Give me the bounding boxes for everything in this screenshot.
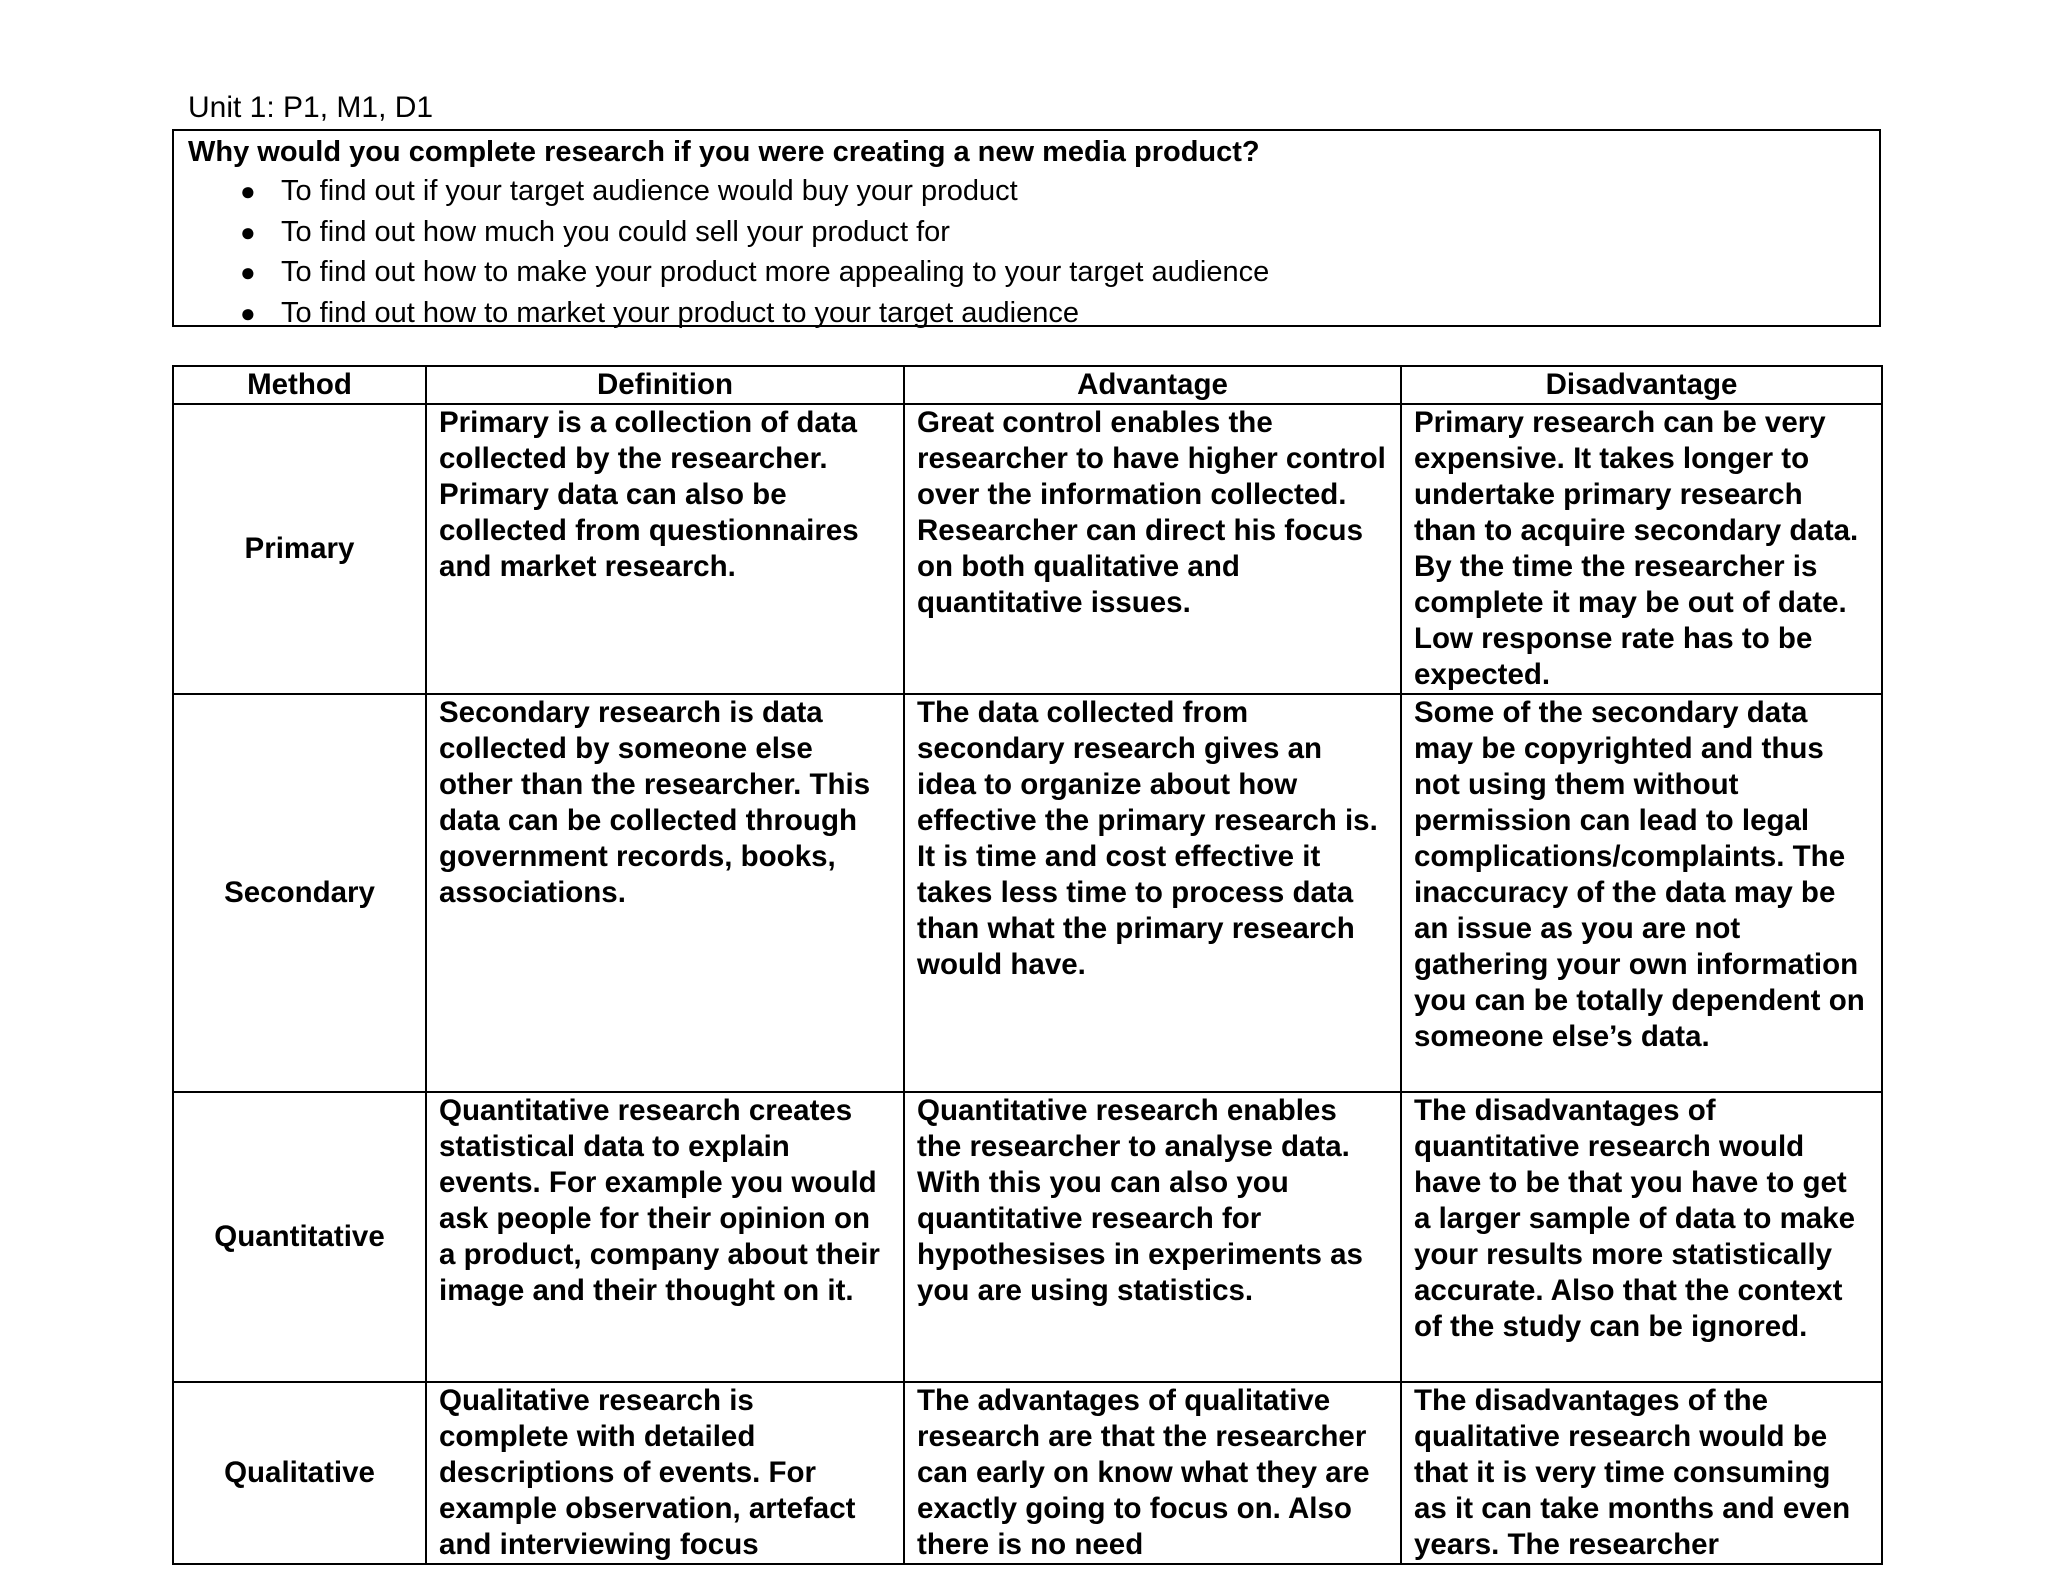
reason-text: To find out how much you could sell your product for bbox=[281, 215, 950, 248]
bullet-icon: ● bbox=[240, 216, 256, 247]
header-method: Method bbox=[173, 366, 426, 404]
advantage-cell bbox=[904, 1382, 1401, 1564]
bullet-icon: ● bbox=[240, 176, 256, 206]
reason-item bbox=[188, 252, 1879, 293]
header-definition: Definition bbox=[426, 366, 904, 404]
disadvantage-text: The disadvantages of the qualitative research would be that it is very time consuming as it can take months and even years. The researcher bbox=[1414, 1384, 1851, 1561]
table-header-row bbox=[173, 366, 1882, 404]
definition-cell: Quantitative research creates statistical data to explain events. For example you would ask people for their opinion on a product, company about their image and their thought on it. bbox=[426, 1092, 904, 1382]
advantage-cell: Great control enables the researcher to have higher control over the information collected. Researcher can direct his focus on both qualitative and quantitative issues. bbox=[904, 404, 1401, 694]
reason-item bbox=[188, 293, 1879, 334]
advantage-text: The advantages of qualitative research are that the researcher can early on know what they are exactly going to focus on. Also there is no need bbox=[917, 1384, 1370, 1561]
reason-item bbox=[188, 171, 1879, 212]
reason-text: To find out how to market your product to your target audience bbox=[281, 296, 1079, 329]
disadvantage-cell: The disadvantages of quantitative research would have to be that you have to get a larger sample of data to make your results more statistically accurate. Also that the context of the study can be ignored. bbox=[1401, 1092, 1882, 1382]
method-cell: Primary bbox=[173, 404, 426, 694]
definition-cell: Secondary research is data collected by someone else other than the researcher. This data can be collected through government records, books, associations. bbox=[426, 694, 904, 1092]
definition-cell: Primary is a collection of data collected by the researcher. Primary data can also be collected from questionnaires and market research. bbox=[426, 404, 904, 694]
table-row bbox=[173, 1092, 1882, 1382]
method-cell: Secondary bbox=[173, 694, 426, 1092]
table-row bbox=[173, 1382, 1882, 1564]
advantage-cell: Quantitative research enables the researcher to analyse data. With this you can also you quantitative research for hypothesises in experiments as you are using statistics. bbox=[904, 1092, 1401, 1382]
definition-cell bbox=[426, 1382, 904, 1564]
definition-text: Qualitative research is complete with detailed descriptions of events. For example observation, artefact and interviewing focus bbox=[439, 1384, 856, 1561]
reason-text: To find out how to make your product more appealing to your target audience bbox=[281, 256, 1270, 288]
advantage-cell: The data collected from secondary research gives an idea to organize about how effective the primary research is. It is time and cost effective it takes less time to process data than what the primary research would have. bbox=[904, 694, 1401, 1092]
disadvantage-cell: Primary research can be very expensive. It takes longer to undertake primary research than to acquire secondary data. By the time the researcher is complete it may be out of date. Low response rate has to be expected. bbox=[1401, 404, 1882, 694]
method-cell: Quantitative bbox=[173, 1092, 426, 1382]
reason-item bbox=[188, 212, 1879, 253]
unit-header: Unit 1: P1, M1, D1 bbox=[188, 91, 434, 124]
method-cell: Qualitative bbox=[173, 1382, 426, 1564]
header-advantage: Advantage bbox=[904, 366, 1401, 404]
why-research-box bbox=[172, 129, 1881, 327]
bullet-icon: ● bbox=[240, 297, 256, 328]
table-row bbox=[173, 694, 1882, 1092]
reason-list bbox=[188, 171, 1879, 333]
reason-text: To find out if your target audience would buy your product bbox=[281, 175, 1018, 207]
header-disadvantage: Disadvantage bbox=[1401, 366, 1882, 404]
bullet-icon: ● bbox=[240, 257, 256, 287]
why-research-title: Why would you complete research if you were creating a new media product? bbox=[188, 136, 1260, 168]
table-row bbox=[173, 404, 1882, 694]
disadvantage-cell bbox=[1401, 1382, 1882, 1564]
disadvantage-cell: Some of the secondary data may be copyrighted and thus not using them without permission can lead to legal complications/complaints. The inaccuracy of the data may be an issue as you are not gathering your own information you can be totally dependent on someone else’s data. bbox=[1401, 694, 1882, 1092]
research-methods-table bbox=[172, 365, 1883, 1565]
